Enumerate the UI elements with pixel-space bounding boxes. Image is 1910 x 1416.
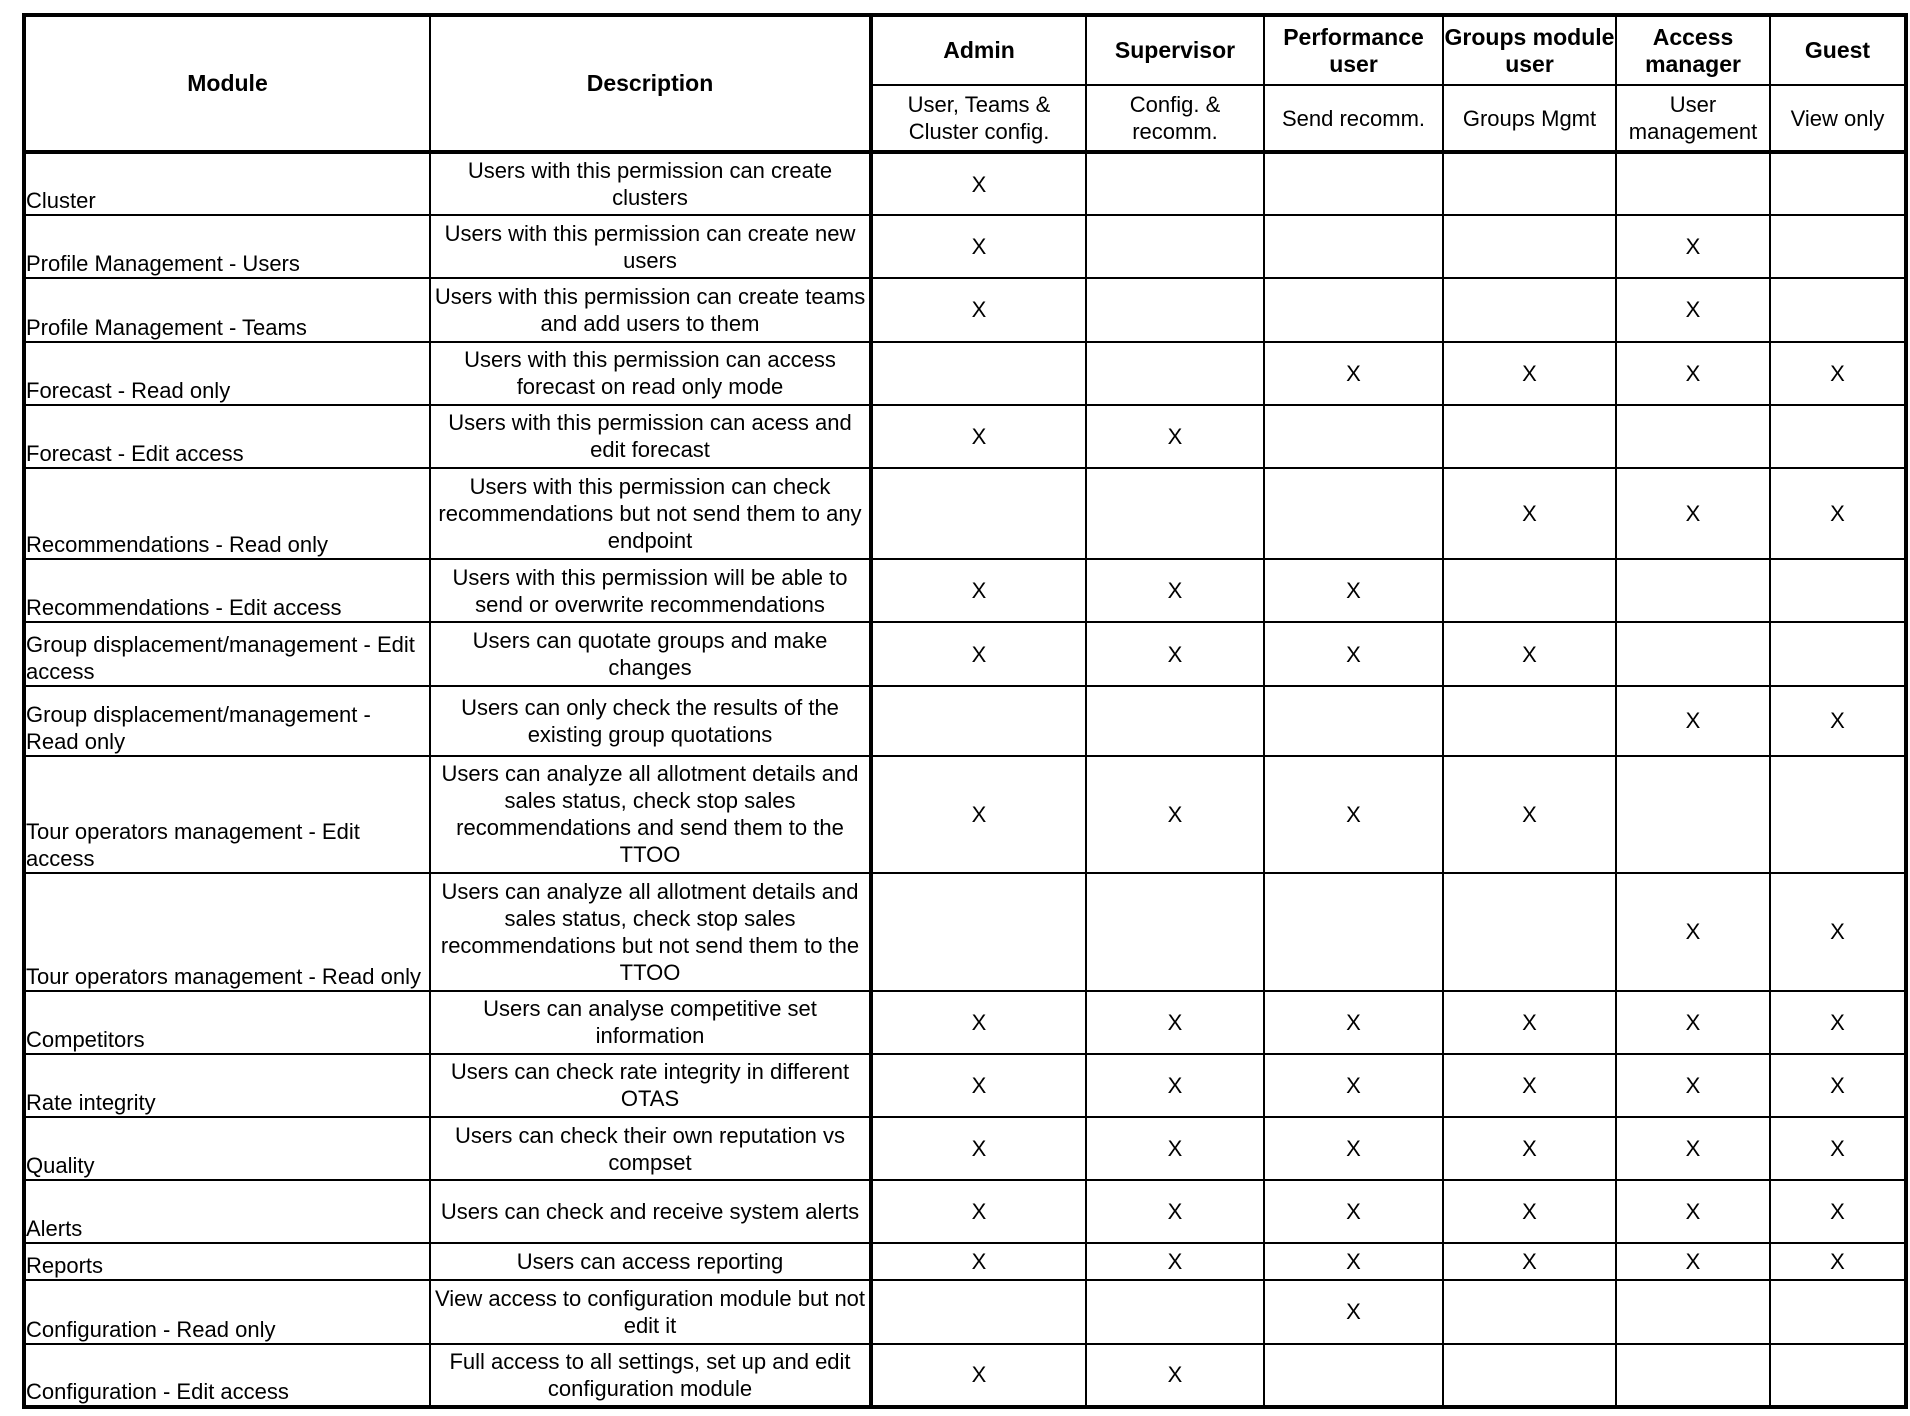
module-cell: Recommendations - Edit access — [24, 559, 430, 622]
permission-mark-cell — [871, 342, 1086, 405]
permission-mark-cell — [1616, 756, 1770, 873]
permission-mark-cell — [1086, 278, 1264, 341]
permission-mark-cell: X — [1616, 278, 1770, 341]
permission-mark-cell: X — [871, 278, 1086, 341]
description-cell: Users can analyze all allotment details and sales status, check stop sales recommendations but not send them to the TTOO — [430, 873, 871, 990]
permission-mark-cell: X — [1770, 991, 1906, 1054]
permission-mark-cell — [1264, 686, 1443, 756]
permission-mark-cell: X — [1443, 622, 1616, 685]
permission-mark-cell: X — [1443, 1117, 1616, 1180]
permission-mark-cell: X — [1770, 686, 1906, 756]
permission-mark-cell: X — [1264, 1243, 1443, 1280]
permission-mark-cell: X — [1616, 468, 1770, 559]
permission-mark-cell — [1264, 405, 1443, 468]
table-row — [24, 1180, 1906, 1243]
description-cell: Users with this permission can access forecast on read only mode — [430, 342, 871, 405]
permission-mark-cell — [1770, 622, 1906, 685]
description-cell: Users with this permission can check recommendations but not send them to any endpoint — [430, 468, 871, 559]
table-row — [24, 873, 1906, 990]
permission-mark-cell: X — [1616, 1180, 1770, 1243]
permission-mark-cell — [871, 873, 1086, 990]
table-row — [24, 1117, 1906, 1180]
role-header-groups-module-user: Groups module user — [1443, 15, 1616, 85]
permission-mark-cell: X — [1086, 405, 1264, 468]
permission-mark-cell: X — [1264, 991, 1443, 1054]
permission-mark-cell: X — [1086, 559, 1264, 622]
role-subheader-access-manager: User management — [1616, 85, 1770, 152]
module-cell: Forecast - Read only — [24, 342, 430, 405]
permission-mark-cell: X — [871, 1054, 1086, 1117]
permission-mark-cell: X — [1616, 1117, 1770, 1180]
permission-mark-cell — [1770, 1344, 1906, 1407]
description-cell: Users can check their own reputation vs compset — [430, 1117, 871, 1180]
permission-mark-cell: X — [1264, 1180, 1443, 1243]
permission-mark-cell — [1086, 873, 1264, 990]
permission-mark-cell: X — [1443, 1243, 1616, 1280]
permission-mark-cell: X — [871, 1243, 1086, 1280]
permission-mark-cell: X — [1616, 873, 1770, 990]
permission-mark-cell — [1770, 1280, 1906, 1343]
permission-mark-cell — [1443, 215, 1616, 278]
description-cell: Users can access reporting — [430, 1243, 871, 1280]
permission-mark-cell: X — [1616, 342, 1770, 405]
permission-mark-cell — [1616, 152, 1770, 215]
permission-mark-cell: X — [1264, 1117, 1443, 1180]
module-cell: Cluster — [24, 152, 430, 215]
permission-mark-cell: X — [871, 756, 1086, 873]
table-row — [24, 1054, 1906, 1117]
module-cell: Tour operators management - Read only — [24, 873, 430, 990]
permission-mark-cell — [1770, 215, 1906, 278]
permission-mark-cell — [1443, 278, 1616, 341]
description-cell: Users can check rate integrity in different OTAS — [430, 1054, 871, 1117]
permission-mark-cell: X — [1616, 1243, 1770, 1280]
permission-mark-cell — [1443, 873, 1616, 990]
permission-mark-cell: X — [1770, 1243, 1906, 1280]
permission-mark-cell — [1086, 152, 1264, 215]
permission-mark-cell — [1616, 1344, 1770, 1407]
permission-mark-cell: X — [1443, 991, 1616, 1054]
permission-mark-cell: X — [1443, 1180, 1616, 1243]
permission-mark-cell — [871, 468, 1086, 559]
module-cell: Profile Management - Users — [24, 215, 430, 278]
description-cell: Users can analyse competitive set information — [430, 991, 871, 1054]
role-header-admin: Admin — [871, 15, 1086, 85]
module-cell: Group displacement/management - Read only — [24, 686, 430, 756]
permission-mark-cell: X — [871, 1344, 1086, 1407]
permission-mark-cell — [1770, 405, 1906, 468]
permission-mark-cell — [1264, 468, 1443, 559]
table-row — [24, 152, 1906, 215]
permission-mark-cell: X — [871, 152, 1086, 215]
description-cell: Users with this permission can create new users — [430, 215, 871, 278]
permission-mark-cell: X — [1770, 873, 1906, 990]
permission-mark-cell: X — [1770, 1054, 1906, 1117]
permission-mark-cell — [1264, 215, 1443, 278]
permissions-table — [22, 13, 1908, 1409]
permission-mark-cell — [1264, 152, 1443, 215]
table-row — [24, 1344, 1906, 1407]
permission-mark-cell: X — [1616, 1054, 1770, 1117]
module-cell: Rate integrity — [24, 1054, 430, 1117]
permission-mark-cell — [1264, 278, 1443, 341]
permission-mark-cell: X — [1264, 1054, 1443, 1117]
table-row — [24, 991, 1906, 1054]
module-cell: Group displacement/management - Edit access — [24, 622, 430, 685]
permission-mark-cell: X — [1086, 1344, 1264, 1407]
role-header-performance-user: Performance user — [1264, 15, 1443, 85]
permission-mark-cell: X — [1616, 686, 1770, 756]
table-row — [24, 468, 1906, 559]
table-row — [24, 405, 1906, 468]
table-row — [24, 215, 1906, 278]
role-subheader-admin: User, Teams & Cluster config. — [871, 85, 1086, 152]
permission-mark-cell — [1616, 622, 1770, 685]
permission-mark-cell — [1086, 342, 1264, 405]
permission-mark-cell — [1086, 1280, 1264, 1343]
permission-mark-cell — [1443, 1280, 1616, 1343]
permission-mark-cell — [1616, 559, 1770, 622]
permission-mark-cell — [1770, 756, 1906, 873]
permission-mark-cell: X — [871, 991, 1086, 1054]
permission-mark-cell — [1770, 152, 1906, 215]
permission-mark-cell: X — [871, 405, 1086, 468]
module-cell: Reports — [24, 1243, 430, 1280]
table-row — [24, 1280, 1906, 1343]
description-cell: Full access to all settings, set up and edit configuration module — [430, 1344, 871, 1407]
description-cell: Users with this permission can acess and edit forecast — [430, 405, 871, 468]
permission-mark-cell — [871, 1280, 1086, 1343]
permission-mark-cell: X — [871, 215, 1086, 278]
description-cell: Users can analyze all allotment details and sales status, check stop sales recommendations and send them to the TTOO — [430, 756, 871, 873]
table-row — [24, 559, 1906, 622]
permission-mark-cell — [1264, 1344, 1443, 1407]
module-column-header: Module — [24, 15, 430, 152]
permission-mark-cell — [1616, 405, 1770, 468]
module-cell: Profile Management - Teams — [24, 278, 430, 341]
table-row — [24, 342, 1906, 405]
role-header-guest: Guest — [1770, 15, 1906, 85]
permission-mark-cell — [1770, 559, 1906, 622]
permission-mark-cell: X — [1086, 1180, 1264, 1243]
table-row — [24, 756, 1906, 873]
description-cell: Users with this permission can create clusters — [430, 152, 871, 215]
permission-mark-cell: X — [1443, 342, 1616, 405]
table-body — [24, 152, 1906, 1407]
permission-mark-cell — [1443, 559, 1616, 622]
description-column-header: Description — [430, 15, 871, 152]
description-cell: Users with this permission can create teams and add users to them — [430, 278, 871, 341]
permission-mark-cell: X — [1443, 1054, 1616, 1117]
description-cell: Users can quotate groups and make changes — [430, 622, 871, 685]
permission-mark-cell — [1443, 686, 1616, 756]
permission-mark-cell: X — [1264, 622, 1443, 685]
description-cell: Users can only check the results of the existing group quotations — [430, 686, 871, 756]
permission-mark-cell: X — [871, 1180, 1086, 1243]
permission-mark-cell: X — [871, 559, 1086, 622]
module-cell: Competitors — [24, 991, 430, 1054]
table-row — [24, 622, 1906, 685]
role-subheader-performance-user: Send recomm. — [1264, 85, 1443, 152]
permission-mark-cell — [1770, 278, 1906, 341]
permission-mark-cell — [1086, 686, 1264, 756]
permission-mark-cell: X — [1770, 468, 1906, 559]
module-cell: Forecast - Edit access — [24, 405, 430, 468]
permission-mark-cell: X — [1264, 559, 1443, 622]
role-subheader-guest: View only — [1770, 85, 1906, 152]
permission-mark-cell: X — [1770, 1180, 1906, 1243]
permission-mark-cell: X — [871, 622, 1086, 685]
permission-mark-cell: X — [1616, 991, 1770, 1054]
permission-mark-cell: X — [1264, 342, 1443, 405]
permission-mark-cell: X — [1443, 756, 1616, 873]
description-cell: View access to configuration module but not edit it — [430, 1280, 871, 1343]
permission-mark-cell: X — [1086, 622, 1264, 685]
permission-mark-cell: X — [1443, 468, 1616, 559]
permission-mark-cell — [1086, 215, 1264, 278]
permission-mark-cell: X — [1264, 756, 1443, 873]
table-row — [24, 278, 1906, 341]
permission-mark-cell: X — [1086, 1117, 1264, 1180]
module-cell: Quality — [24, 1117, 430, 1180]
permission-mark-cell: X — [1086, 756, 1264, 873]
module-cell: Alerts — [24, 1180, 430, 1243]
permission-mark-cell: X — [1086, 1243, 1264, 1280]
permission-mark-cell: X — [1086, 991, 1264, 1054]
table-row — [24, 686, 1906, 756]
permission-mark-cell: X — [1264, 1280, 1443, 1343]
permission-mark-cell — [1443, 152, 1616, 215]
role-subheader-supervisor: Config. & recomm. — [1086, 85, 1264, 152]
role-subheader-groups-module-user: Groups Mgmt — [1443, 85, 1616, 152]
permission-mark-cell — [871, 686, 1086, 756]
permission-mark-cell — [1264, 873, 1443, 990]
module-cell: Configuration - Read only — [24, 1280, 430, 1343]
module-cell: Configuration - Edit access — [24, 1344, 430, 1407]
description-cell: Users can check and receive system alerts — [430, 1180, 871, 1243]
permission-mark-cell — [1443, 1344, 1616, 1407]
module-cell: Tour operators management - Edit access — [24, 756, 430, 873]
permission-mark-cell — [1086, 468, 1264, 559]
description-cell: Users with this permission will be able to send or overwrite recommendations — [430, 559, 871, 622]
permission-mark-cell: X — [1770, 342, 1906, 405]
permission-mark-cell — [1443, 405, 1616, 468]
role-header-access-manager: Access manager — [1616, 15, 1770, 85]
permission-mark-cell: X — [871, 1117, 1086, 1180]
table-row — [24, 1243, 1906, 1280]
permission-mark-cell — [1616, 1280, 1770, 1343]
role-header-supervisor: Supervisor — [1086, 15, 1264, 85]
permission-mark-cell: X — [1616, 215, 1770, 278]
permission-mark-cell: X — [1770, 1117, 1906, 1180]
permission-mark-cell: X — [1086, 1054, 1264, 1117]
module-cell: Recommendations - Read only — [24, 468, 430, 559]
